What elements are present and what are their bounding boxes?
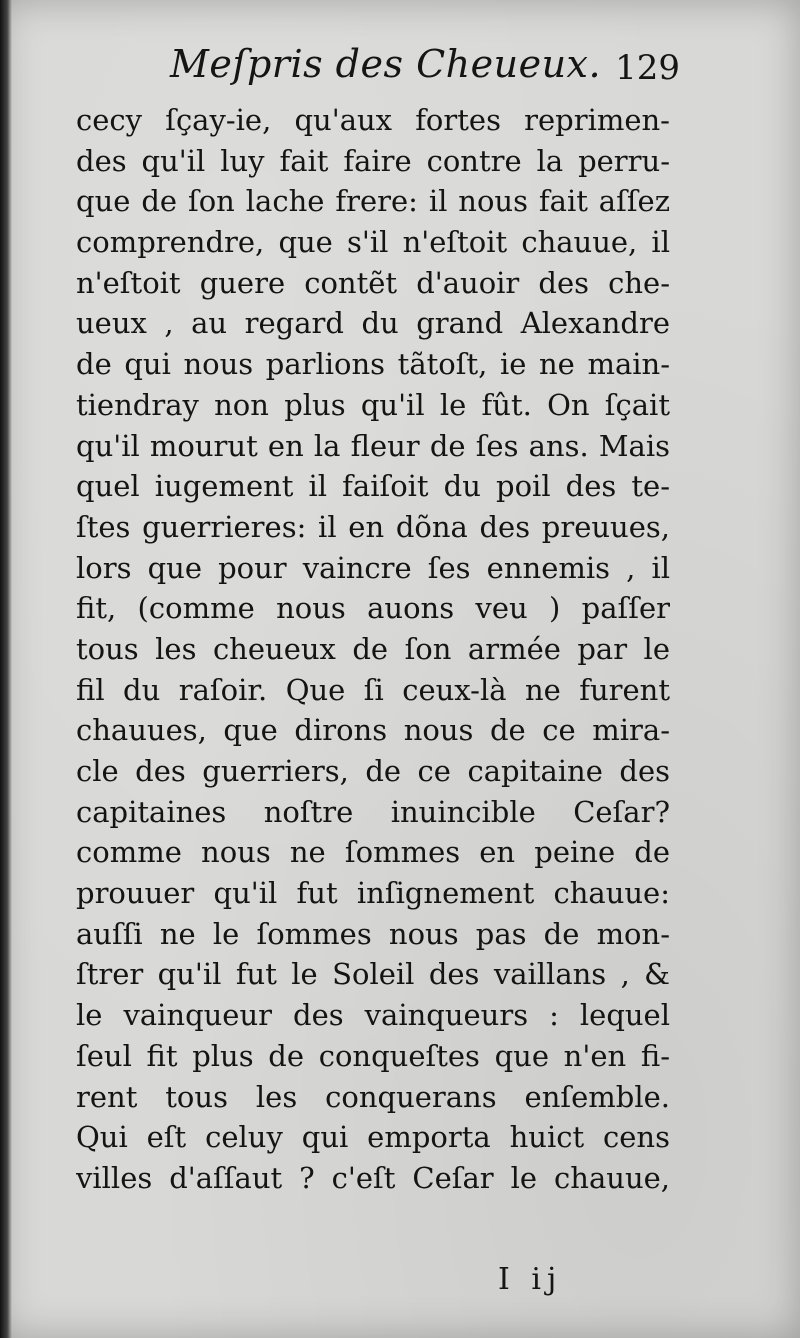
text-line: ſeul fit plus de conqueſtes que n'en fi-: [76, 1038, 670, 1073]
text-line: n'eſtoit guere contẽt d'auoir des che-: [76, 265, 670, 300]
page-header: [170, 42, 680, 98]
text-line: Qui eſt celuy qui emporta huict cens: [76, 1120, 670, 1155]
text-line: lors que pour vaincre ſes ennemis , il: [76, 550, 670, 585]
text-line: comme nous ne ſommes en peine de: [76, 835, 670, 870]
text-line: cle des guerriers, de ce capitaine des: [76, 754, 670, 788]
body-text: [76, 100, 670, 1199]
text-line: le vainqueur des vainqueurs : lequel: [76, 998, 670, 1033]
text-line: fit, (comme nous auons veu ) paſſer: [76, 591, 670, 626]
text-line: de qui nous parlions tãtoſt, ie ne main-: [76, 347, 670, 382]
text-line: rent tous les conquerans enſemble.: [76, 1079, 670, 1114]
text-line: tiendray non plus qu'il le fût. On ſçait: [76, 387, 670, 422]
page-binding-edge: [0, 0, 12, 1338]
text-line: cecy ſçay-ie, qu'aux fortes reprimen-: [76, 103, 670, 137]
text-line: chauues, que dirons nous de ce mira-: [76, 713, 670, 748]
signature-mark: I ij: [498, 1262, 563, 1297]
text-line: ſtes guerrieres: il en dõna des preuues,: [76, 509, 670, 544]
text-line: ſtrer qu'il fut le Soleil des vaillans , &: [76, 957, 670, 992]
text-line: ueux , au regard du grand Alexandre: [76, 306, 670, 341]
text-line: fil du raſoir. Que ſi ceux-là ne furent: [76, 672, 670, 707]
text-line: quel iugement il faiſoit du poil des te-: [76, 469, 670, 504]
text-line: tous les cheueux de ſon armée par le: [76, 631, 670, 666]
text-line: qu'il mourut en la fleur de ſes ans. Mais: [76, 428, 670, 463]
text-line: comprendre, que s'il n'eſtoit chauue, il: [76, 225, 670, 260]
text-line: auſſi ne le ſommes nous pas de mon-: [76, 916, 670, 951]
page-number: 129: [615, 48, 680, 88]
text-line: capitaines noſtre inuincible Ceſar?: [76, 794, 670, 829]
text-line: des qu'il luy fait faire contre la perru-: [76, 143, 670, 178]
running-title: Meſpris des Cheueux.: [170, 42, 602, 86]
text-line: prouuer qu'il fut inſignement chauue:: [76, 876, 670, 911]
text-line: que de ſon lache frere: il nous fait aſſez: [76, 184, 670, 219]
text-line: villes d'aſſaut ? c'eſt Ceſar le chauue,: [76, 1160, 670, 1195]
